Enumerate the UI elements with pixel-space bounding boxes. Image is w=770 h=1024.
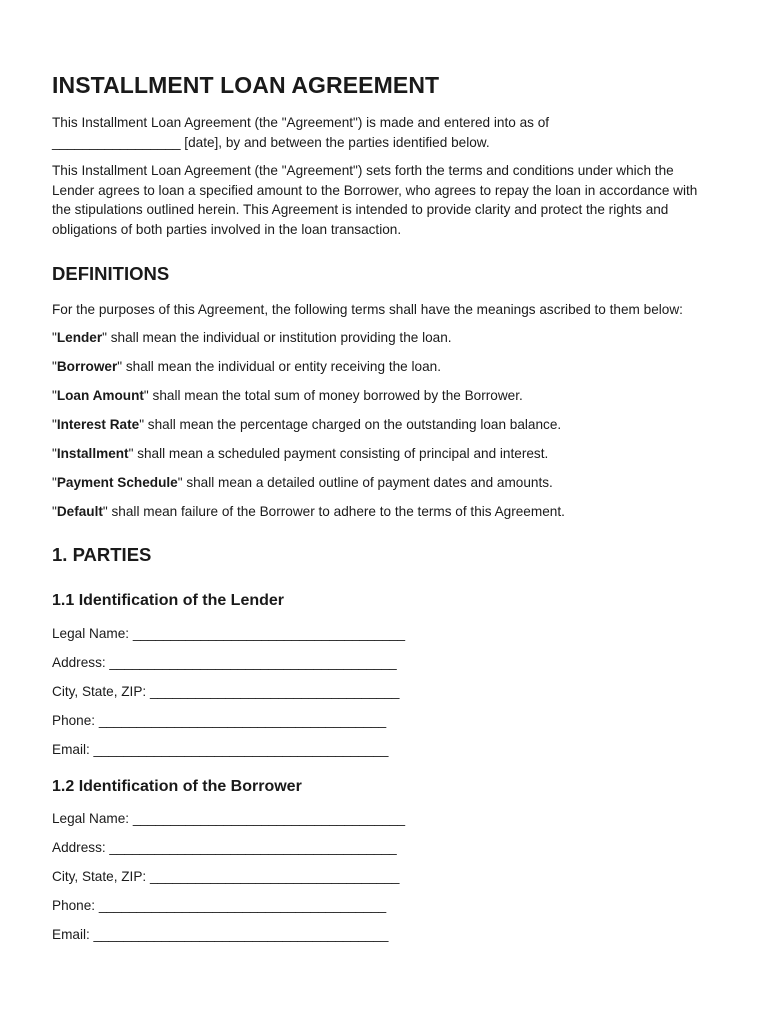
definition-text: " shall mean the percentage charged on the outstanding loan balance. <box>139 417 562 433</box>
intro-line-1: This Installment Loan Agreement (the "Agreement") is made and entered into as of <box>52 115 550 130</box>
borrower-address-field[interactable]: Address: ______________________________________ <box>52 840 397 856</box>
lender-city-state-zip-field[interactable]: City, State, ZIP: _________________________________ <box>52 683 400 699</box>
definition-term: Interest Rate <box>56 417 140 433</box>
definitions-heading: DEFINITIONS <box>52 262 170 284</box>
definition-term: Lender <box>56 330 103 346</box>
lender-heading: 1.1 Identification of the Lender <box>52 591 285 609</box>
definition-text: " shall mean a scheduled payment consisting of principal and interest. <box>128 446 549 462</box>
parties-heading: 1. PARTIES <box>52 543 152 565</box>
lender-legal-name-field[interactable]: Legal Name: ____________________________________ <box>52 625 406 641</box>
definition-item: "Interest Rate" shall mean the percentage charged on the outstanding loan balance. <box>52 417 562 433</box>
intro-text <box>52 113 712 152</box>
definition-text: " shall mean the total sum of money borrowed by the Borrower. <box>143 388 523 404</box>
definition-item: "Payment Schedule" shall mean a detailed outline of payment dates and amounts. <box>52 475 553 491</box>
definition-text: " shall mean the individual or entity receiving the loan. <box>117 359 441 375</box>
borrower-phone-field[interactable]: Phone: ______________________________________ <box>52 898 387 914</box>
lender-address-field[interactable]: Address: ______________________________________ <box>52 654 397 670</box>
definition-term: Default <box>56 504 103 520</box>
definition-item: "Installment" shall mean a scheduled payment consisting of principal and interest. <box>52 446 549 462</box>
lender-email-field[interactable]: Email: _______________________________________ <box>52 741 389 757</box>
definition-text: " shall mean the individual or institution providing the loan. <box>102 330 452 346</box>
definition-term: Payment Schedule <box>56 475 178 491</box>
lender-phone-field[interactable]: Phone: ______________________________________ <box>52 712 387 728</box>
definition-item: "Loan Amount" shall mean the total sum of money borrowed by the Borrower. <box>52 388 523 404</box>
borrower-email-field[interactable]: Email: _______________________________________ <box>52 927 389 943</box>
borrower-city-state-zip-field[interactable]: City, State, ZIP: _________________________________ <box>52 869 400 885</box>
definition-text: " shall mean a detailed outline of payment dates and amounts. <box>177 475 553 491</box>
definition-term: Installment <box>56 446 129 462</box>
borrower-heading: 1.2 Identification of the Borrower <box>52 778 302 796</box>
definition-item: "Default" shall mean failure of the Borrower to adhere to the terms of this Agreement. <box>52 504 565 520</box>
intro-line-2: _________________ [date], by and between the parties identified below. <box>52 134 490 150</box>
definitions-intro: For the purposes of this Agreement, the following terms shall have the meanings ascribed to them below: <box>52 301 683 317</box>
definition-term: Loan Amount <box>56 388 144 404</box>
definition-term: Borrower <box>56 359 118 375</box>
document-page <box>52 70 712 954</box>
purpose-paragraph: This Installment Loan Agreement (the "Agreement") sets forth the terms and conditions under which the Lender agrees to loan a specified amount to the Borrower, who agrees to repay the loan in accordance with the stipulations outlined herein. This Agreement is intended to provide clarity and protect the rights and obligations of both parties involved in the loan transaction. <box>52 163 698 237</box>
document-title: INSTALLMENT LOAN AGREEMENT <box>52 72 440 98</box>
definition-item: "Lender" shall mean the individual or institution providing the loan. <box>52 330 452 346</box>
borrower-legal-name-field[interactable]: Legal Name: ____________________________________ <box>52 811 406 827</box>
definition-item: "Borrower" shall mean the individual or entity receiving the loan. <box>52 359 441 375</box>
definition-text: " shall mean failure of the Borrower to adhere to the terms of this Agreement. <box>102 504 565 520</box>
